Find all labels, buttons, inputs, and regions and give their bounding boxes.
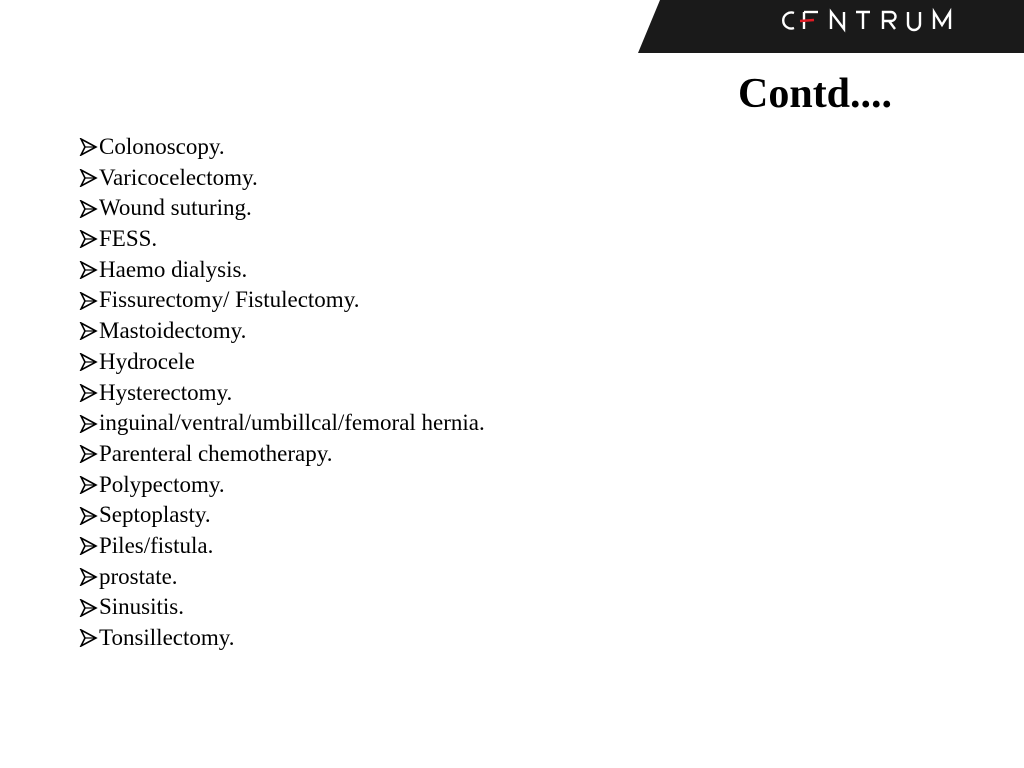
list-item	[79, 470, 485, 501]
list-item	[79, 132, 485, 163]
list-item-text: Septoplasty.	[99, 502, 211, 528]
list-item-text: Fissurectomy/ Fistulectomy.	[99, 287, 360, 313]
arrow-bullet-icon	[79, 445, 98, 463]
list-item	[79, 408, 485, 439]
list-item-text: prostate.	[99, 563, 178, 589]
arrow-bullet-icon	[79, 629, 98, 647]
list-item-text: Wound suturing.	[99, 195, 252, 221]
list-item	[79, 623, 485, 654]
list-item-text: Polypectomy.	[99, 471, 225, 497]
list-item	[79, 592, 485, 623]
list-item	[79, 347, 485, 378]
list-item	[79, 193, 485, 224]
arrow-bullet-icon	[79, 169, 98, 187]
list-item-text: FESS.	[99, 226, 158, 252]
list-item	[79, 531, 485, 562]
list-item	[79, 439, 485, 470]
logo-banner	[638, 0, 1024, 53]
list-item-text: Varicocelectomy.	[99, 164, 258, 190]
arrow-bullet-icon	[79, 415, 98, 433]
list-item-text: Hydrocele	[99, 348, 195, 374]
arrow-bullet-icon	[79, 322, 98, 340]
arrow-bullet-icon	[79, 292, 98, 310]
list-item-text: Hysterectomy.	[99, 379, 233, 405]
arrow-bullet-icon	[79, 599, 98, 617]
arrow-bullet-icon	[79, 537, 98, 555]
list-item	[79, 378, 485, 409]
list-item	[79, 224, 485, 255]
list-item	[79, 500, 485, 531]
list-item-text: Parenteral chemotherapy.	[99, 440, 333, 466]
list-item-text: Piles/fistula.	[99, 532, 214, 558]
list-item-text: Colonoscopy.	[99, 134, 225, 159]
arrow-bullet-icon	[79, 261, 98, 279]
arrow-bullet-icon	[79, 138, 98, 156]
arrow-bullet-icon	[79, 230, 98, 248]
list-item-text: inguinal/ventral/umbillcal/femoral hernia.	[99, 410, 485, 436]
arrow-bullet-icon	[79, 507, 98, 525]
bullet-list	[79, 132, 485, 654]
list-item-text: Haemo dialysis.	[99, 256, 248, 282]
arrow-bullet-icon	[79, 384, 98, 402]
list-item	[79, 316, 485, 347]
slide-title: Contd....	[738, 71, 893, 117]
list-item	[79, 163, 485, 194]
list-item-text: Tonsillectomy.	[99, 625, 235, 650]
list-item	[79, 562, 485, 593]
arrow-bullet-icon	[79, 353, 98, 371]
list-item	[79, 285, 485, 316]
list-item	[79, 255, 485, 286]
centrum-logo	[638, 0, 1024, 53]
list-item-text: Mastoidectomy.	[99, 318, 247, 344]
arrow-bullet-icon	[79, 476, 98, 494]
arrow-bullet-icon	[79, 568, 98, 586]
arrow-bullet-icon	[79, 200, 98, 218]
list-item-text: Sinusitis.	[99, 594, 185, 620]
